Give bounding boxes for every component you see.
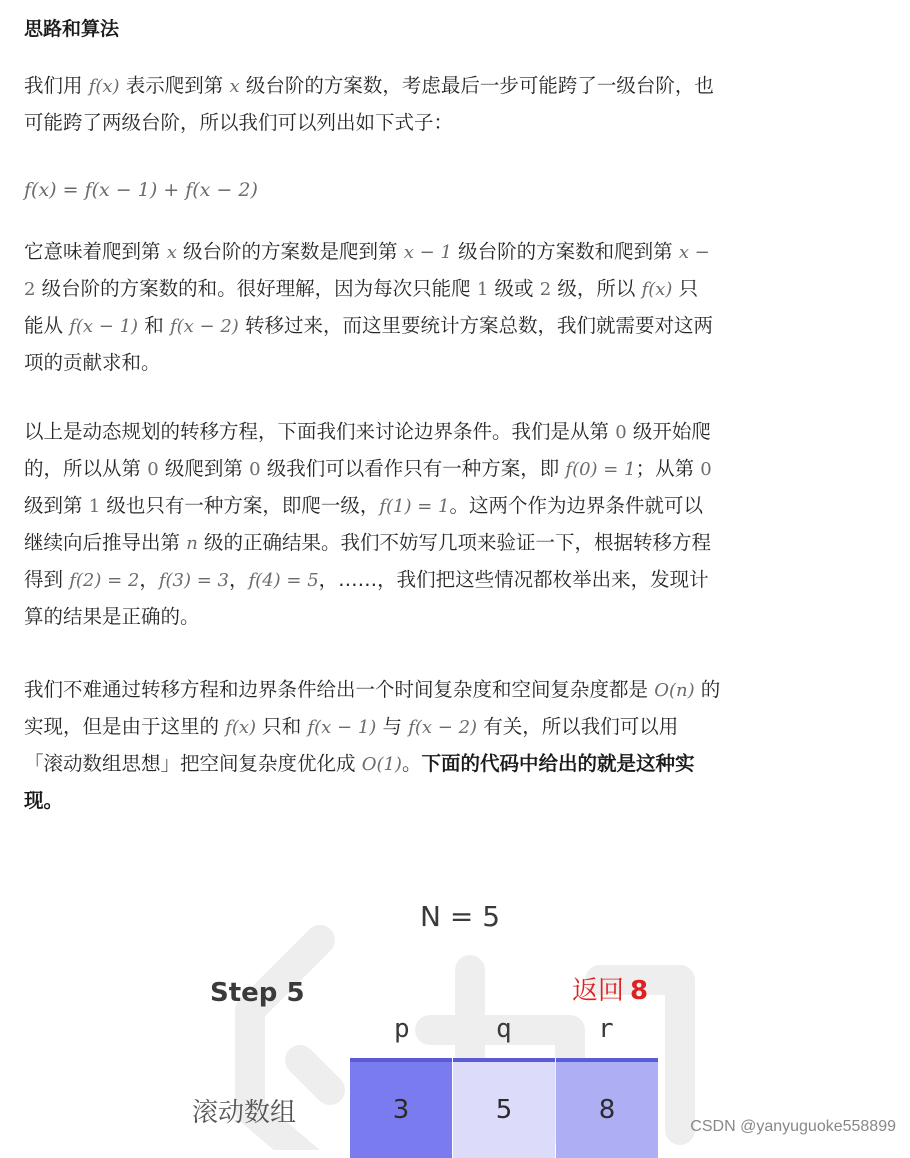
rolling-array-figure <box>0 880 910 1150</box>
rolling-array-label: 滚动数组 <box>192 1098 297 1128</box>
paragraph-2: 它意味着爬到第 x 级台阶的方案数是爬到第 x − 1 级台阶的方案数和爬到第 x − 2 级台阶的方案数的和。很好理解，因为每次只能爬 1 级或 2 级，所以 f(x) 只 能从 f(x − 1) 和 f(x − 2) 转移过来，而这里要统计方案总数，我们就需要对这两 项的贡献求和。 <box>24 240 713 374</box>
array-cell-q: 5 <box>453 1058 555 1158</box>
heading: 思路和算法 <box>24 18 120 40</box>
csdn-watermark: CSDN @yanyuguoke558899 <box>690 1118 896 1135</box>
paragraph-3: 以上是动态规划的转移方程，下面我们来讨论边界条件。我们是从第 0 级开始爬 的，所以从第 0 级爬到第 0 级我们可以看作只有一种方案，即 f(0) = 1；从第 0 级到第 1 级也只有一种方案，即爬一级，f(1) = 1。这两个作为边界条件就可以 继续向后推导出第 n 级的正确结果。我们不妨写几项来验证一下，根据转移方程 得到 f(2) = 2，f(3) = 3，f(4) = 5，……，我们把这些情况都枚举出来，发现计 算的结果是正确的。 <box>24 420 712 628</box>
array-cell-r: 8 <box>556 1058 658 1158</box>
pointer-r: r <box>598 1014 614 1044</box>
pointer-q: q <box>496 1014 512 1044</box>
n-label: N = 5 <box>420 900 501 933</box>
array-cell-p: 3 <box>350 1058 452 1158</box>
recurrence-formula: f(x) = f(x − 1) + f(x − 2) <box>24 179 258 201</box>
paragraph-1: 我们用 f(x) 表示爬到第 x 级台阶的方案数，考虑最后一步可能跨了一级台阶，也 可能跨了两级台阶，所以我们可以列出如下式子： <box>24 74 714 134</box>
step-label: Step 5 <box>210 978 305 1008</box>
return-label: 返回 8 <box>572 976 649 1006</box>
pointer-p: p <box>394 1014 410 1044</box>
paragraph-4: 我们不难通过转移方程和边界条件给出一个时间复杂度和空间复杂度都是 O(n) 的 实现，但是由于这里的 f(x) 只和 f(x − 1) 与 f(x − 2) 有关，所以我们可以用 「滚动数组思想」把空间复杂度优化成 O(1)。下面的代码中给出的就是这种实 现。 <box>24 678 721 812</box>
